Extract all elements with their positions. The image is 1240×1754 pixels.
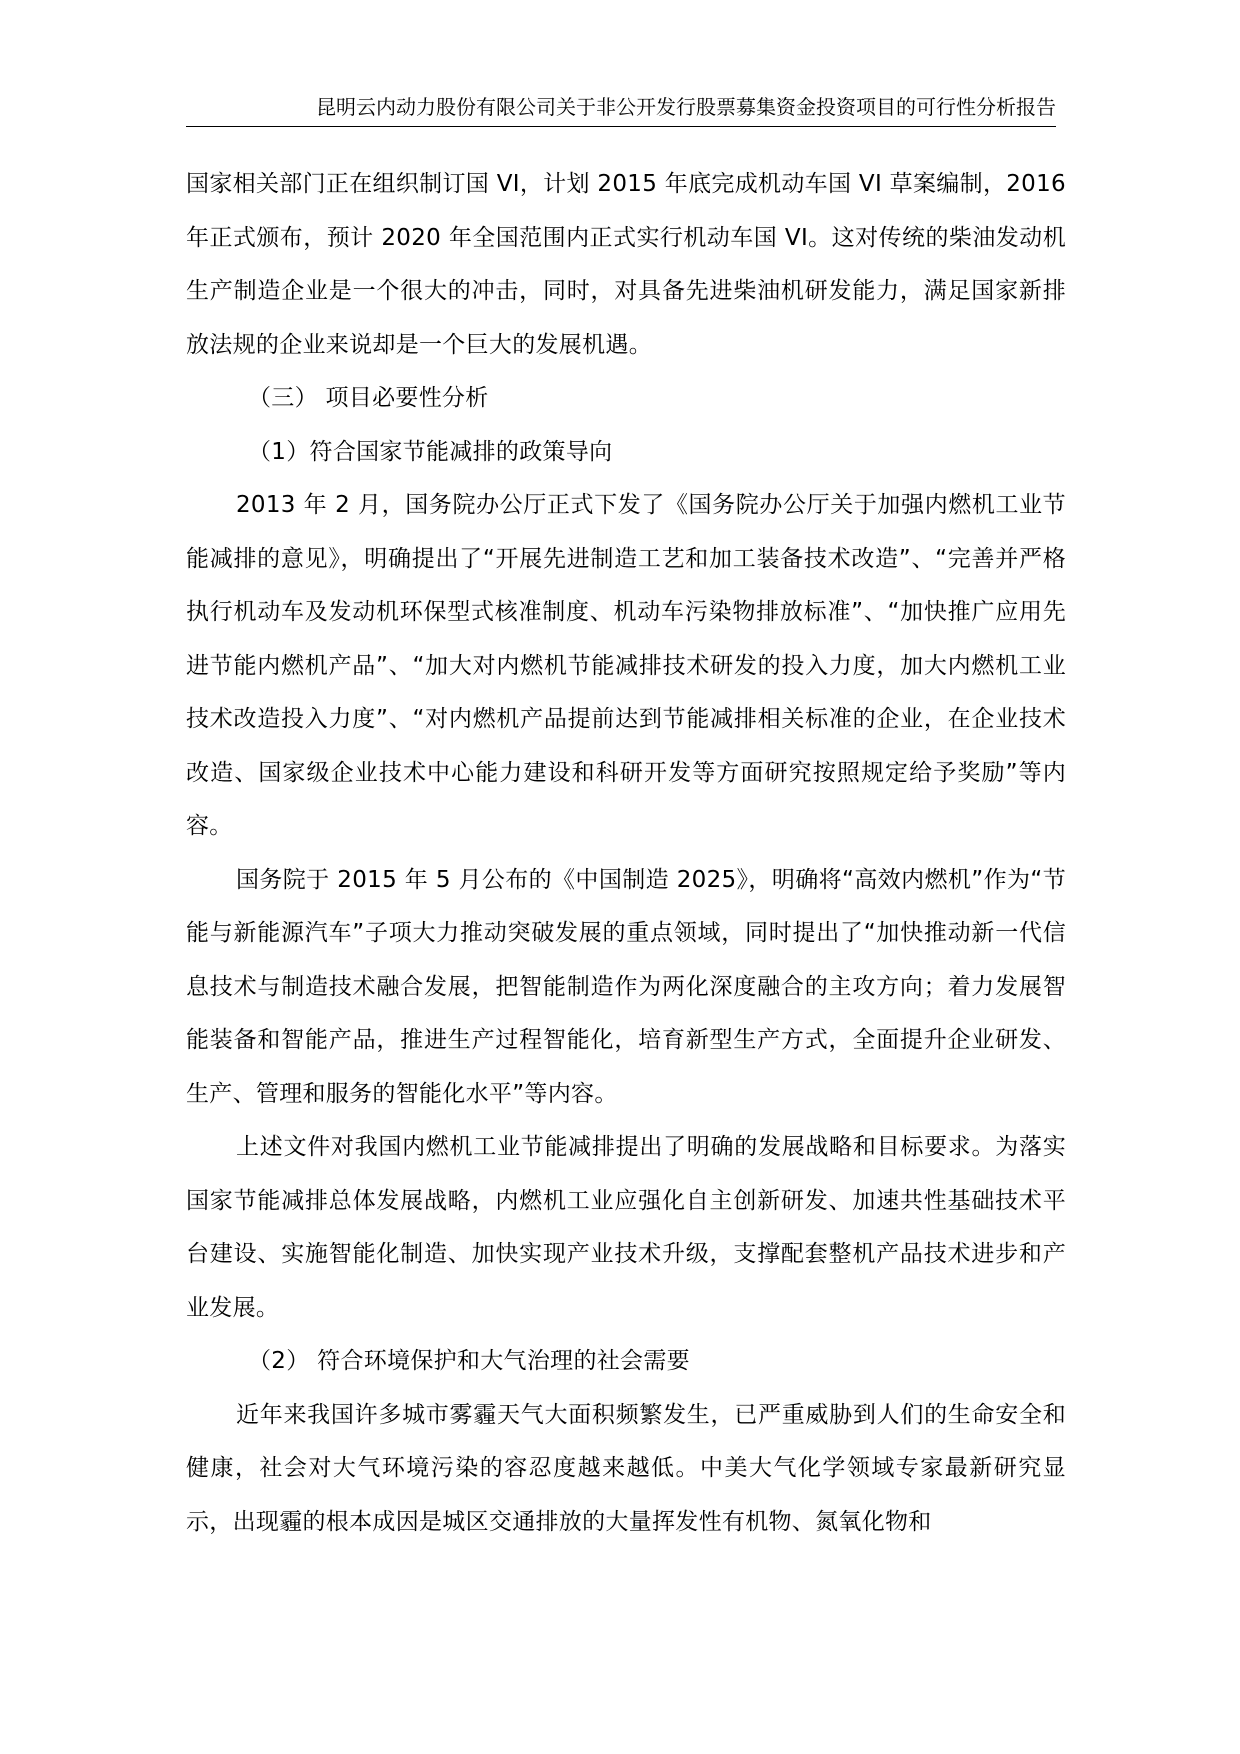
subsection-heading-policy: （1）符合国家节能减排的政策导向 [248,438,613,465]
body-text [186,158,1066,1549]
subsection-heading-environment: （2） 符合环境保护和大气治理的社会需要 [248,1348,690,1374]
paragraph-strategy-summary: 上述文件对我国内燃机工业节能减排提出了明确的发展战略和目标要求。为落实国家节能减排总体发展战略，内燃机工业应强化自主创新研发、加速共性基础技术平台建设、实施智能化制造、加快实现产业技术升级，支撑配套整机产品技术进步和产业发展。 [186,1134,1066,1321]
paragraph-made-in-china-2025: 国务院于 2015 年 5 月公布的《中国制造 2025》，明确将“高效内燃机”作为“节能与新能源汽车”子项大力推动突破发展的重点领域，同时提出了“加快推动新一代信息技术与制造技术融合发展，把智能制造作为两化深度融合的主攻方向；着力发展智能装备和智能产品，推进生产过程智能化，培育新型生产方式，全面提升企业研发、生产、管理和服务的智能化水平”等内容。 [186,866,1066,1107]
paragraph-emission-standards: 国家相关部门正在组织制订国 VI，计划 2015 年底完成机动车国 VI 草案编制，2016 年正式颁布，预计 2020 年全国范围内正式实行机动车国 VI。这对传统的柴油发动机生产制造企业是一个很大的冲击，同时，对具备先进柴油机研发能力，满足国家新排放法规的企业来说却是一个巨大的发展机遇。 [186,171,1066,358]
running-header: 昆明云内动力股份有限公司关于非公开发行股票募集资金投资项目的可行性分析报告 [186,92,1056,127]
paragraph-smog: 近年来我国许多城市雾霾天气大面积频繁发生，已严重威胁到人们的生命安全和健康，社会对大气环境污染的容忍度越来越低。中美大气化学领域专家最新研究显示，出现霾的根本成因是城区交通排放的大量挥发性有机物、氮氧化物和 [186,1401,1066,1535]
paragraph-state-council-2013: 2013 年 2 月，国务院办公厅正式下发了《国务院办公厅关于加强内燃机工业节能减排的意见》，明确提出了“开展先进制造工艺和加工装备技术改造”、“完善并严格执行机动车及发动机环保型式核准制度、机动车污染物排放标准”、“加快推广应用先进节能内燃机产品”、“加大对内燃机节能减排技术研发的投入力度，加大内燃机工业技术改造投入力度”、“对内燃机产品提前达到节能减排相关标准的企业，在企业技术改造、国家级企业技术中心能力建设和科研开发等方面研究按照规定给予奖励”等内容。 [186,492,1066,839]
section-heading-necessity: （三） 项目必要性分析 [248,385,489,411]
